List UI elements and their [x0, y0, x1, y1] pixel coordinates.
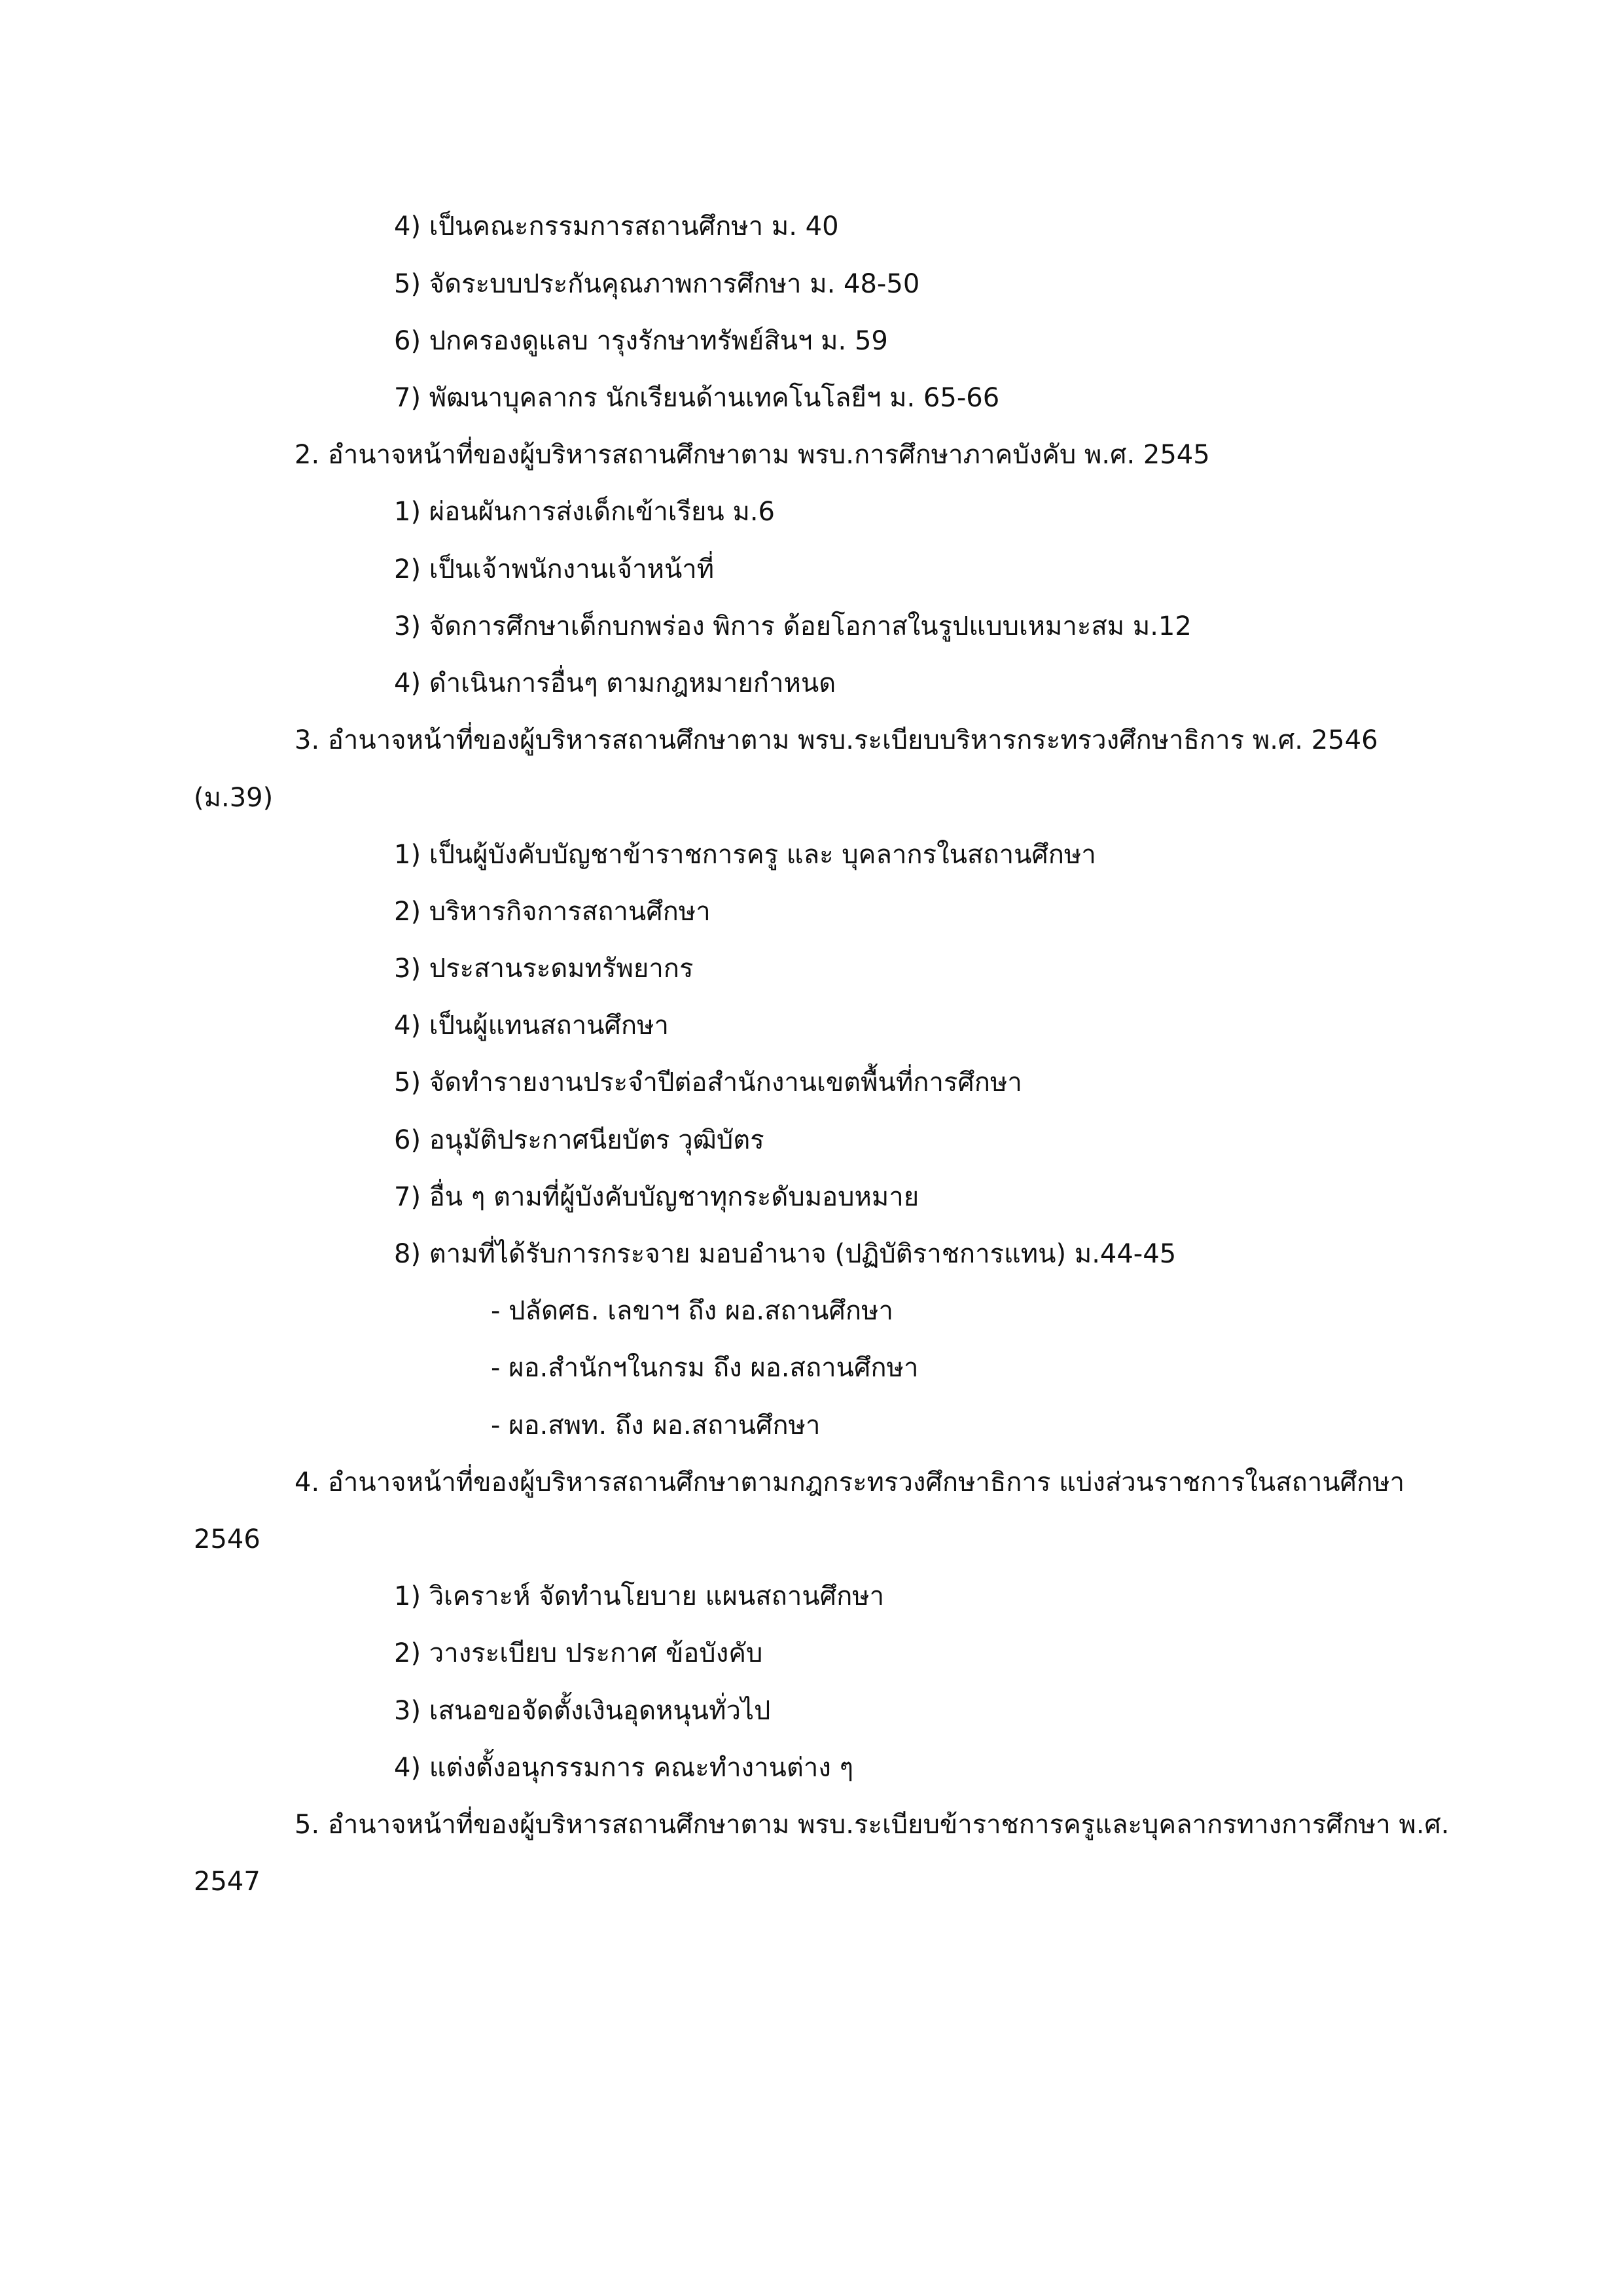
section-heading: 5. อำนาจหน้าที่ของผู้บริหารสถานศึกษาตาม พรบ.ระเบียบข้าราชการครูและบุคลากรทางการศึกษา พ.ศ.	[294, 1810, 1450, 1840]
sub-list-item: - ปลัดศธ. เลขาฯ ถึง ผอ.สถานศึกษา	[491, 1296, 893, 1326]
list-item: 2) วางระเบียบ ประกาศ ข้อบังคับ	[394, 1638, 763, 1668]
list-item: 4) เป็นผู้แทนสถานศึกษา	[394, 1011, 669, 1041]
list-item: 1) วิเคราะห์ จัดทำนโยบาย แผนสถานศึกษา	[394, 1581, 885, 1611]
list-item: 1) เป็นผู้บังคับบัญชาข้าราชการครู และ บุคลากรในสถานศึกษา	[394, 840, 1096, 870]
list-item: 4) ดำเนินการอื่นๆ ตามกฎหมายกำหนด	[394, 668, 836, 698]
list-item: 8) ตามที่ได้รับการกระจาย มอบอำนาจ (ปฏิบัติราชการแทน) ม.44-45	[394, 1239, 1177, 1269]
section-heading: 3. อำนาจหน้าที่ของผู้บริหารสถานศึกษาตาม พรบ.ระเบียบบริหารกระทรวงศึกษาธิการ พ.ศ. 2546	[294, 725, 1378, 755]
list-item: 5) จัดทำรายงานประจำปีต่อสำนักงานเขตพื้นที่การศึกษา	[394, 1067, 1022, 1098]
list-item: 5) จัดระบบประกันคุณภาพการศึกษา ม. 48-50	[394, 269, 920, 299]
section-heading: 4. อำนาจหน้าที่ของผู้บริหารสถานศึกษาตามกฎกระทรวงศึกษาธิการ แบ่งส่วนราชการในสถานศึกษา	[294, 1467, 1405, 1498]
list-item: 1) ผ่อนผันการส่งเด็กเข้าเรียน ม.6	[394, 497, 775, 527]
list-item: 6) ปกครองดูแลบ ารุงรักษาทรัพย์สินฯ ม. 59	[394, 326, 888, 356]
list-item: 3) ประสานระดมทรัพยากร	[394, 954, 694, 984]
list-item: 6) อนุมัติประกาศนียบัตร วุฒิบัตร	[394, 1125, 764, 1155]
list-item: 7) อื่น ๆ ตามที่ผู้บังคับบัญชาทุกระดับมอบหมาย	[394, 1182, 919, 1212]
list-item: 2) บริหารกิจการสถานศึกษา	[394, 897, 711, 927]
heading-continuation: 2546	[194, 1524, 260, 1554]
list-item: 4) เป็นคณะกรรมการสถานศึกษา ม. 40	[394, 211, 839, 242]
list-item: 7) พัฒนาบุคลากร นักเรียนด้านเทคโนโลยีฯ ม. 65-66	[394, 383, 1000, 413]
sub-list-item: - ผอ.สพท. ถึง ผอ.สถานศึกษา	[491, 1410, 821, 1441]
sub-list-item: - ผอ.สำนักฯในกรม ถึง ผอ.สถานศึกษา	[491, 1353, 919, 1383]
section-heading: 2. อำนาจหน้าที่ของผู้บริหารสถานศึกษาตาม พรบ.การศึกษาภาคบังคับ พ.ศ. 2545	[294, 440, 1210, 470]
list-item: 3) เสนอขอจัดตั้งเงินอุดหนุนทั่วไป	[394, 1696, 771, 1726]
list-item: 3) จัดการศึกษาเด็กบกพร่อง พิการ ด้อยโอกาสในรูปแบบเหมาะสม ม.12	[394, 611, 1192, 641]
heading-continuation: (ม.39)	[194, 783, 274, 813]
heading-continuation: 2547	[194, 1867, 260, 1897]
list-item: 4) แต่งตั้งอนุกรรมการ คณะทำงานต่าง ๆ	[394, 1753, 854, 1783]
list-item: 2) เป็นเจ้าพนักงานเจ้าหน้าที่	[394, 554, 715, 584]
